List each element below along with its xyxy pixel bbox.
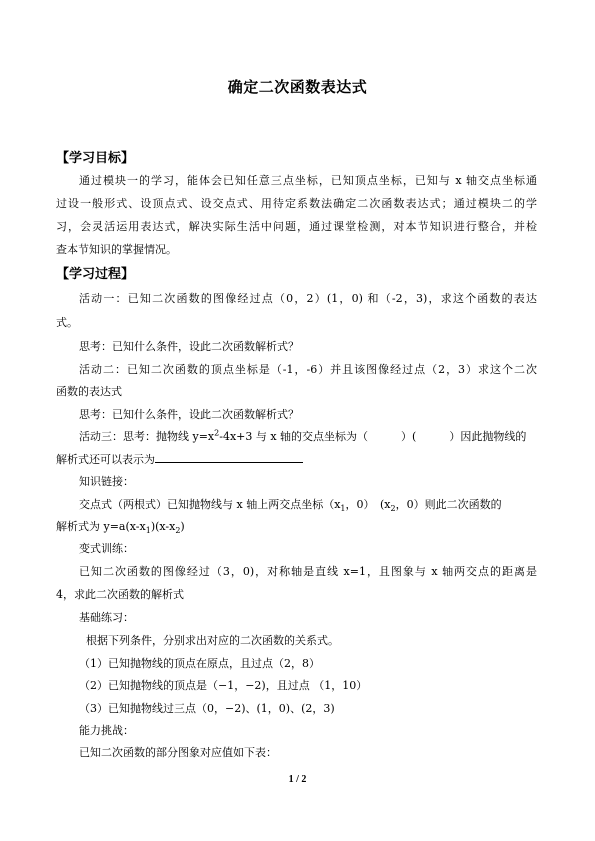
activity3-line-2-text: 解析式还可以表示为 — [56, 453, 155, 466]
basic-intro: 根据下列条件，分别求出对应的二次函数的关系式。 — [86, 634, 339, 647]
basic-item-3: （3）已知抛物线过三点（0，−2)、(1，0)、(2，3) — [79, 702, 335, 715]
variant-line-1: 已知二次函数的图像经过（3，0)，对称轴是直线 x=1，且图象与 x 轴两交点的距离是 — [79, 565, 537, 578]
knowledge-sub-2: 2 — [390, 504, 396, 514]
knowledge-text-a: 交点式（两根式）已知抛物线与 x 轴上两交点坐标（x — [79, 498, 341, 511]
page-number: 1 / 2 — [288, 774, 307, 785]
variant-label: 变式训练： — [79, 542, 134, 555]
activity2-line-2: 函数的表达式 — [56, 385, 122, 398]
activity3-text-b: -4x+3 与 x 轴的交点坐标为（ ）( ）因此抛物线的 — [219, 430, 527, 443]
goals-line-4: 查本节知识的掌握情况。 — [56, 243, 177, 256]
challenge-line-1: 已知二次函数的部分图象对应值如下表： — [79, 746, 277, 759]
answer-blank[interactable] — [155, 451, 303, 463]
knowledge-line-1 — [79, 497, 539, 512]
goals-heading: 【学习目标】 — [56, 151, 135, 166]
activity1-line-1: 活动一：已知二次函数的图像经过点（0，2）(1，0) 和（-2，3)，求这个函数的表达 — [79, 292, 537, 305]
knowledge-text-c: ，0）则此二次函数的 — [395, 498, 502, 511]
knowledge-text-b: ，0） (x — [345, 498, 391, 511]
knowledge-sub-1: 1 — [340, 504, 346, 514]
basic-item-2: （2）已知抛物线的顶点是（−1，−2)，且过点 （1，10） — [79, 679, 368, 692]
activity1-line-2: 式。 — [56, 316, 78, 329]
knowledge-formula-b: )(x-x — [150, 520, 176, 533]
knowledge-line-2 — [56, 519, 546, 534]
challenge-label: 能力挑战： — [79, 724, 134, 737]
goals-line-2: 过设一般形式、设顶点式、设交点式、用待定系数法确定二次函数表达式；通过模块二的学 — [56, 197, 537, 210]
goals-line-1: 通过模块一的学习，能体会已知任意三点坐标，已知顶点坐标，已知与 x 轴交点坐标通 — [79, 174, 537, 187]
knowledge-sub-4: 2 — [175, 526, 181, 536]
basic-item-1: （1）已知抛物线的顶点在原点，且过点（2，8） — [79, 657, 320, 670]
knowledge-sub-3: 1 — [145, 526, 151, 536]
think1-text: 思考：已知什么条件，设此二次函数解析式？ — [79, 340, 299, 353]
knowledge-link-label: 知识链接： — [79, 475, 134, 488]
activity3-superscript: 2 — [214, 428, 220, 438]
knowledge-formula-c: ) — [180, 520, 185, 533]
activity2-line-1: 活动二：已知二次函数的顶点坐标是（-1，-6）并且该图像经过点（2，3）求这个二次 — [79, 363, 537, 376]
page-title: 确定二次函数表达式 — [227, 78, 368, 96]
knowledge-formula-a: 解析式为 y=a(x-x — [56, 520, 146, 533]
goals-line-3: 习，会灵活运用表达式，解决实际生活中问题，通过课堂检测，对本节知识进行整合，并检 — [56, 220, 537, 233]
activity3-line-2 — [56, 451, 546, 467]
variant-line-2: 4，求此二次函数的解析式 — [56, 588, 184, 601]
think2-text: 思考：已知什么条件，设此二次函数解析式？ — [79, 408, 299, 421]
basic-label: 基础练习： — [79, 611, 134, 624]
activity3-line-1 — [79, 429, 539, 444]
activity3-text-a: 活动三：思考：抛物线 y=x — [79, 430, 215, 443]
process-heading: 【学习过程】 — [56, 267, 135, 282]
